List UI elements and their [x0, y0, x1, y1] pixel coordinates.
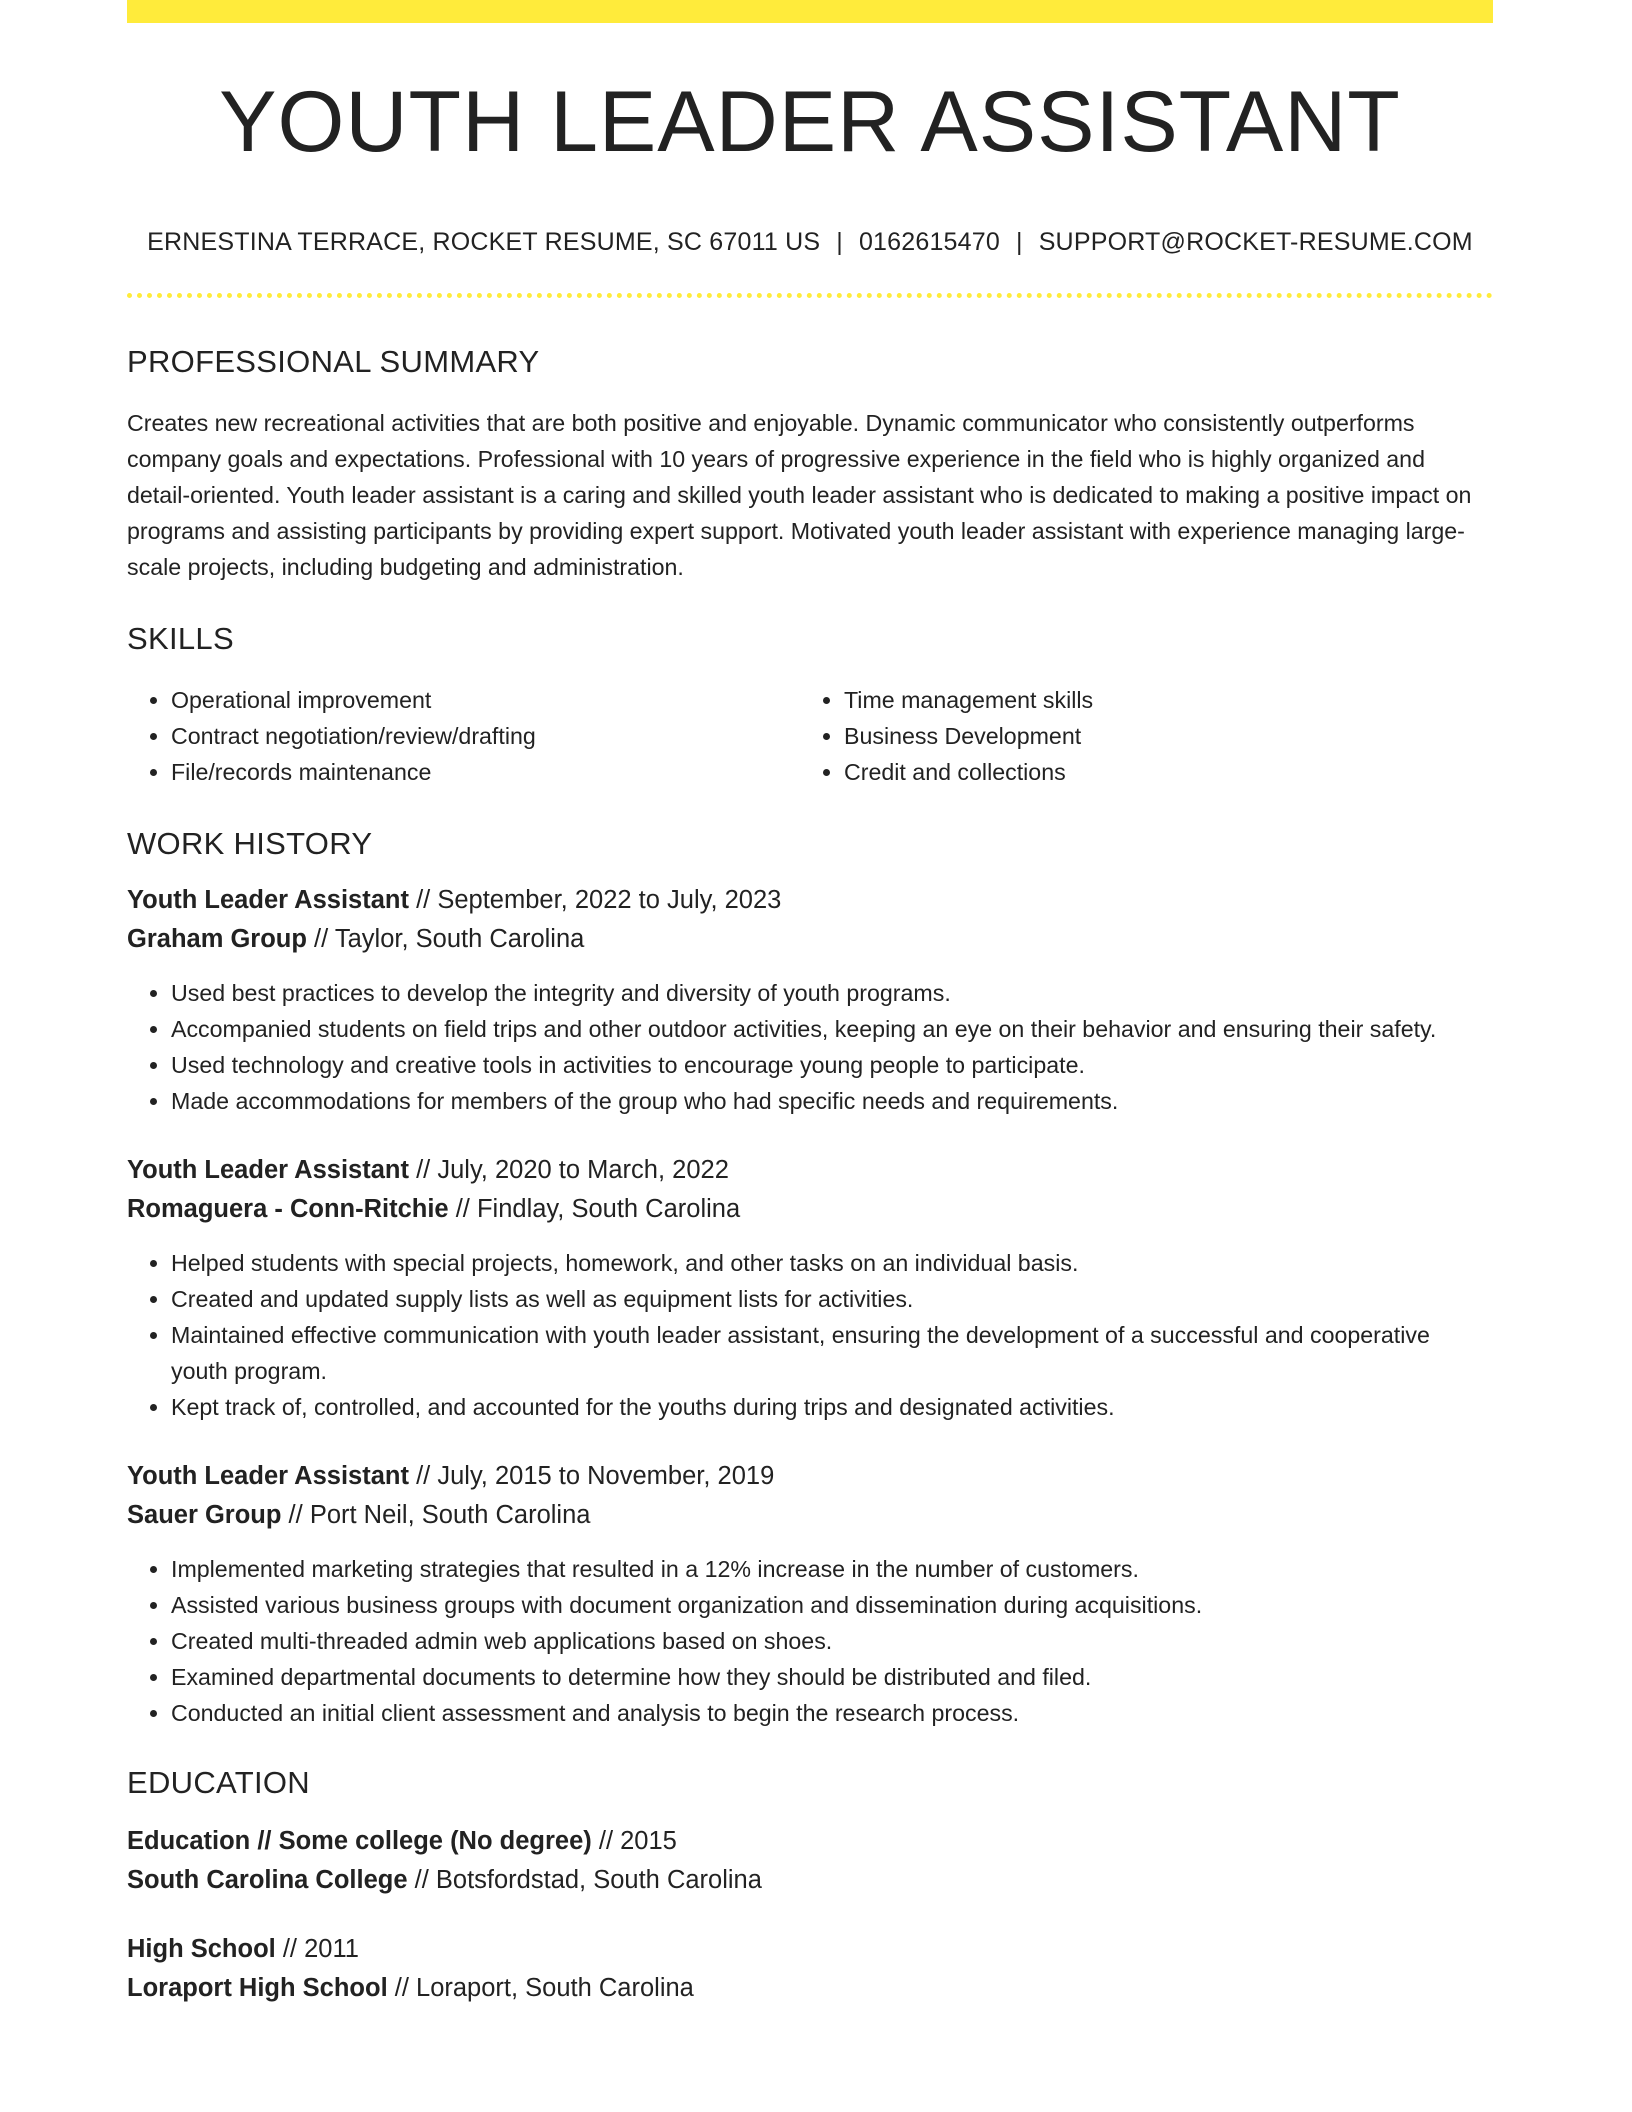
skill-item: • Credit and collections — [844, 754, 1473, 790]
job-entry — [127, 1457, 1493, 1731]
skill-item: • File/records maintenance — [171, 754, 800, 790]
education-school-line — [127, 1861, 1493, 1900]
separator: // — [416, 886, 431, 914]
job-entry — [127, 1151, 1493, 1425]
separator: // — [394, 1974, 409, 2002]
contact-separator: | — [836, 228, 843, 256]
job-bullet: • Used technology and creative tools in activities to encourage young people to participate. — [171, 1047, 1493, 1083]
education-heading: EDUCATION — [127, 1765, 310, 1800]
job-company: Romaguera - Conn-Ritchie — [127, 1195, 449, 1223]
job-dates: September, 2022 to July, 2023 — [437, 886, 782, 914]
job-location: Findlay, South Carolina — [476, 1195, 741, 1223]
separator: // — [282, 1935, 298, 1963]
education-school-line — [127, 1969, 1493, 2008]
job-location: Port Neil, South Carolina — [309, 1501, 591, 1529]
education-degree: Education // Some college (No degree) — [127, 1827, 592, 1855]
separator: // — [414, 1866, 429, 1894]
education-entry — [127, 1822, 1493, 1900]
summary-text: Creates new recreational activities that are both positive and enjoyable. Dynamic communicator who consistently outperforms company goals and expectations. Professional with 10 years of progressive experience in the field who is highly organized and detail-oriented. Youth leader assistant is a caring and skilled youth leader assistant who is dedicated to making a positive impact on programs and assisting participants by providing expert support. Motivated youth leader assistant with experience managing large-scale projects, including budgeting and administration. — [127, 410, 1472, 580]
job-bullet: • Assisted various business groups with document organization and dissemination during acquisitions. — [171, 1587, 1493, 1623]
job-bullet: • Used best practices to develop the integrity and diversity of youth programs. — [171, 975, 1493, 1011]
separator: // — [416, 1156, 431, 1184]
job-dates: July, 2015 to November, 2019 — [437, 1462, 775, 1490]
job-bullet: • Kept track of, controlled, and accounted for the youths during trips and designated activities. — [171, 1389, 1493, 1425]
job-role: Youth Leader Assistant — [127, 1462, 409, 1490]
summary-heading: PROFESSIONAL SUMMARY — [127, 344, 540, 379]
contact-line — [127, 227, 1493, 257]
education-degree: High School — [127, 1935, 276, 1963]
job-bullets — [127, 1551, 1493, 1731]
contact-address: ERNESTINA TERRACE, ROCKET RESUME, SC 67011 US — [147, 228, 821, 256]
contact-email: SUPPORT@ROCKET-RESUME.COM — [1038, 228, 1473, 256]
skills-list — [127, 682, 1493, 790]
job-entry — [127, 881, 1493, 1119]
education-degree-line — [127, 1930, 1493, 1969]
education-location: Loraport, South Carolina — [416, 1974, 694, 2002]
job-bullet: • Accompanied students on field trips and other outdoor activities, keeping an eye on their behavior and ensuring their safety. — [171, 1011, 1493, 1047]
skills-column-right — [800, 682, 1473, 790]
skill-item: • Time management skills — [844, 682, 1473, 718]
job-company-line — [127, 1190, 1493, 1229]
separator: // — [455, 1195, 470, 1223]
resume-page — [127, 0, 1493, 2008]
job-company-line — [127, 1496, 1493, 1535]
education-year: 2015 — [620, 1827, 677, 1855]
education-degree-line — [127, 1822, 1493, 1861]
job-dates: July, 2020 to March, 2022 — [437, 1156, 729, 1184]
job-company: Graham Group — [127, 925, 307, 953]
contact-separator: | — [1015, 228, 1023, 256]
job-role: Youth Leader Assistant — [127, 886, 409, 914]
skill-item: • Contract negotiation/review/drafting — [171, 718, 800, 754]
work-history-heading: WORK HISTORY — [127, 826, 373, 861]
job-bullet: • Maintained effective communication with youth leader assistant, ensuring the development of a successful and cooperative youth program. — [171, 1317, 1493, 1389]
job-bullet: • Conducted an initial client assessment and analysis to begin the research process. — [171, 1695, 1493, 1731]
job-bullet: • Made accommodations for members of the group who had specific needs and requirements. — [171, 1083, 1493, 1119]
job-role-line — [127, 1151, 1493, 1190]
education-location: Botsfordstad, South Carolina — [435, 1866, 762, 1894]
contact-phone: 0162615470 — [858, 228, 1000, 256]
job-location: Taylor, South Carolina — [334, 925, 585, 953]
education-year: 2011 — [304, 1935, 359, 1963]
skill-item: • Operational improvement — [171, 682, 800, 718]
job-company-line — [127, 920, 1493, 959]
dotted-divider — [127, 293, 1493, 298]
skill-item: • Business Development — [844, 718, 1473, 754]
job-role-line — [127, 881, 1493, 920]
job-bullet: • Implemented marketing strategies that resulted in a 12% increase in the number of customers. — [171, 1551, 1493, 1587]
education-entry — [127, 1930, 1493, 2008]
education-school: South Carolina College — [127, 1866, 408, 1894]
job-bullet: • Created multi-threaded admin web applications based on shoes. — [171, 1623, 1493, 1659]
accent-top-bar — [127, 0, 1493, 23]
job-bullet: • Examined departmental documents to determine how they should be distributed and filed. — [171, 1659, 1493, 1695]
skills-column-left — [127, 682, 800, 790]
job-bullet: • Helped students with special projects, homework, and other tasks on an individual basis. — [171, 1245, 1493, 1281]
separator: // — [598, 1827, 614, 1855]
job-role-line — [127, 1457, 1493, 1496]
job-bullets — [127, 1245, 1493, 1425]
education-school: Loraport High School — [127, 1974, 388, 2002]
job-company: Sauer Group — [127, 1501, 282, 1529]
job-bullet: • Created and updated supply lists as well as equipment lists for activities. — [171, 1281, 1493, 1317]
separator: // — [416, 1462, 431, 1490]
job-role: Youth Leader Assistant — [127, 1156, 409, 1184]
skills-heading: SKILLS — [127, 621, 234, 656]
separator: // — [314, 925, 329, 953]
resume-title: YOUTH LEADER ASSISTANT — [219, 74, 1401, 170]
separator: // — [288, 1501, 303, 1529]
job-bullets — [127, 975, 1493, 1119]
